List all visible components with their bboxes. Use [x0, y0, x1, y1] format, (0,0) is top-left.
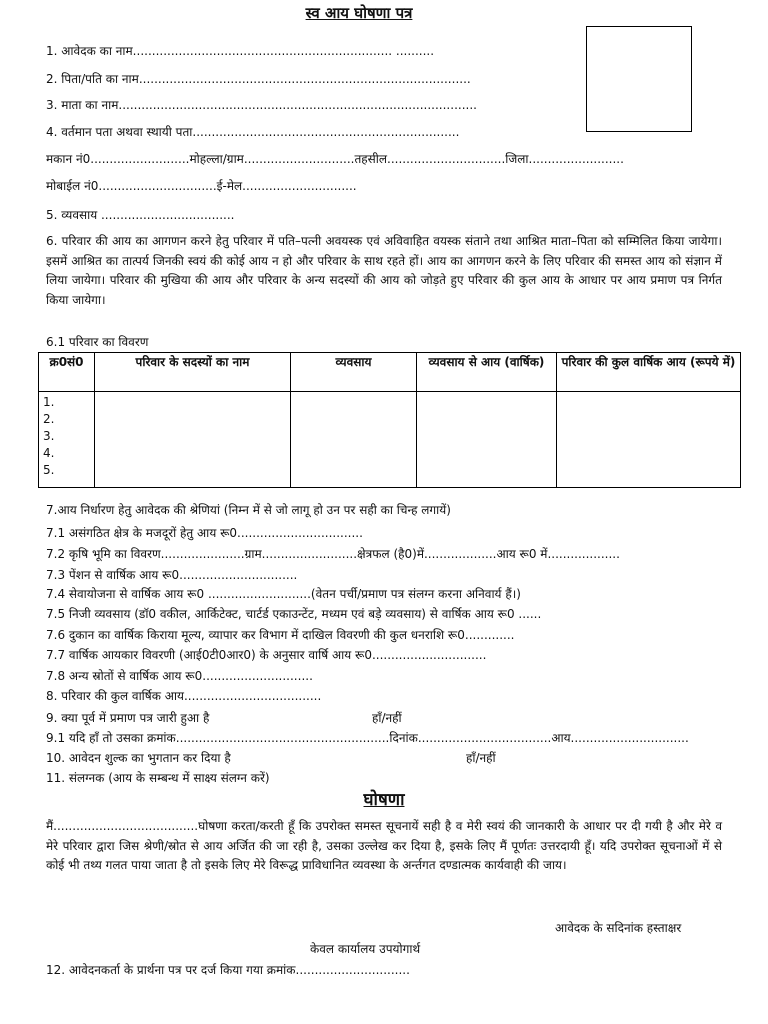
table-header-total-income: परिवार की कुल वार्षिक आय (रूपये में) [557, 353, 741, 392]
item-10-question: 10. आवेदन शुल्क का भुगतान कर दिया है [46, 751, 231, 765]
mother-name-field[interactable]: 3. माता का नाम.............................................................................................. [46, 98, 477, 112]
row-number: 5. [43, 463, 55, 477]
applicant-name-field[interactable]: 1. आवेदक का नाम.................................................................... .......... [46, 44, 435, 58]
photo-box [586, 26, 692, 132]
family-details-table [38, 352, 741, 488]
family-income-paragraph: 6. परिवार की आय का आगणन करने हेतु परिवार में पति–पत्नी अवयस्क एवं अविवाहित वयस्क संताने तथा आश्रित माता–पिता को सम्मिलित किया जायेगा। इसमें आश्रित का तात्पर्य जिनकी स्वयं की कोई आय न हो और परिवार के साथ रहते हों। आय का आगणन करने के लिए परिवार की समस्त आय को संज्ञान में लिया जायेगा। परिवार की मुखिया की आय और परिवार के अन्य सदस्यों की आय को जोड़ते हुए परिवार की कुल आय के आधार पर आय प्रमाण पत्र निर्गत किया जायेगा। [46, 234, 722, 307]
table-occupation-cell[interactable] [291, 392, 417, 488]
office-use-label: केवल कार्यालय उपयोगार्थ [310, 942, 421, 956]
item-9-question: 9. क्या पूर्व में प्रमाण पत्र जारी हुआ है [46, 711, 210, 725]
item-7-3[interactable]: 7.3 पेंशन से वार्षिक आय रू0............................... [46, 568, 298, 582]
table-member-name-cell[interactable] [95, 392, 291, 488]
item-10-yes-no[interactable]: हाँ/नहीं [466, 751, 496, 765]
item-7-5[interactable]: 7.5 निजी व्यवसाय (डॉ0 वकील, आर्किटेक्ट, चार्टर्ड एकाउन्टेंट, मध्यम एवं बड़े व्यवसाय) से वार्षिक आय रू0 ...... [46, 607, 542, 621]
house-locality-row[interactable]: मकान नं0..........................मोहल्ला/ग्राम.............................तहसील...............................जिला......................... [46, 152, 624, 166]
applicant-signature-label: आवेदक के सदिनांक हस्ताक्षर [555, 921, 682, 935]
table-total-income-cell[interactable] [557, 392, 741, 488]
row-number: 2. [43, 412, 55, 426]
item-7-1[interactable]: 7.1 असंगठित क्षेत्र के मजदूरों हेतु आय रू0................................. [46, 526, 363, 540]
declaration-text: मैं......................................घोषणा करता/करती हूँ कि उपरोक्त समस्त सूचनायें सही है व मेरी स्वयं की जानकारी के आधार पर दी गयी है और मेरे व मेरे परिवार द्वारा जिस श्रेणी/स्रोत से आय अर्जित की जा रही है, उसका उल्लेख कर दिया है, इसके लिए मैं पूर्णतः उत्तरदायी हूँ। यदि उपरोक्त सूचनाओं में से कोई भी तथ्य गलत पाया जाता है तो इसके लिए मेरे विरूद्ध प्राविधानित व्यवस्था के अर्न्तगत दण्डात्मक कार्यवाही की जाय। [46, 819, 722, 872]
table-occupation-income-cell[interactable] [417, 392, 557, 488]
table-serial-cell [39, 392, 95, 488]
row-number: 4. [43, 446, 55, 460]
table-header-member-name: परिवार के सदस्यों का नाम [95, 353, 291, 392]
row-number: 3. [43, 429, 55, 443]
item-9-yes-no[interactable]: हाँ/नहीं [372, 711, 402, 725]
table-header-occupation-income: व्यवसाय से आय (वार्षिक) [417, 353, 557, 392]
income-categories-heading: 7.आय निर्धारण हेतु आवेदक की श्रेणियां (निम्न में से जो लागू हो उन पर सही का चिन्ह लगायें) [46, 503, 451, 517]
item-12[interactable]: 12. आवेदनकर्ता के प्रार्थना पत्र पर दर्ज किया गया क्रमांक.............................. [46, 963, 410, 977]
mobile-email-row[interactable]: मोबाईल नं0...............................ई-मेल.............................. [46, 179, 357, 193]
item-11: 11. संलग्नक (आय के सम्बन्ध में साक्ष्य संलग्न करें) [46, 771, 270, 785]
declaration-title: घोषणा [363, 790, 405, 810]
item-7-8[interactable]: 7.8 अन्य स्रोतों से वार्षिक आय रू0............................. [46, 669, 313, 683]
item-8[interactable]: 8. परिवार की कुल वार्षिक आय.................................... [46, 689, 322, 703]
family-details-label: 6.1 परिवार का विवरण [46, 335, 149, 349]
item-9-1[interactable]: 9.1 यदि हाँ तो उसका क्रमांक........................................................दिनांक...................................आय............................... [46, 731, 689, 745]
item-7-6[interactable]: 7.6 दुकान का वार्षिक किराया मूल्य, व्यापार कर विभाग में दाखिल विवरणी की कुल धनराशि रू0............. [46, 628, 515, 642]
item-7-7[interactable]: 7.7 वार्षिक आयकार विवरणी (आई0टी0आर0) के अनुसार वार्षि आय रू0.............................. [46, 648, 487, 662]
form-title: स्व आय घोषणा पत्र [305, 4, 413, 22]
address-field[interactable]: 4. वर्तमान पता अथवा स्थायी पता...................................................................... [46, 125, 460, 139]
father-husband-name-field[interactable]: 2. पिता/पति का नाम....................................................................................... [46, 72, 471, 86]
item-7-2[interactable]: 7.2 कृषि भूमि का विवरण......................ग्राम.........................क्षेत्रफल (है0)में...................आय रू0 में................... [46, 547, 620, 561]
occupation-field[interactable]: 5. व्यवसाय ................................... [46, 208, 235, 222]
row-number: 1. [43, 395, 55, 409]
table-header-occupation: व्यवसाय [291, 353, 417, 392]
table-header-serial: क्र0सं0 [39, 353, 95, 392]
item-7-4[interactable]: 7.4 सेवायोजना से वार्षिक आय रू0 ...........................(वेतन पर्ची/प्रमाण पत्र संलग्न करना अनिवार्य हैं।) [46, 587, 521, 601]
